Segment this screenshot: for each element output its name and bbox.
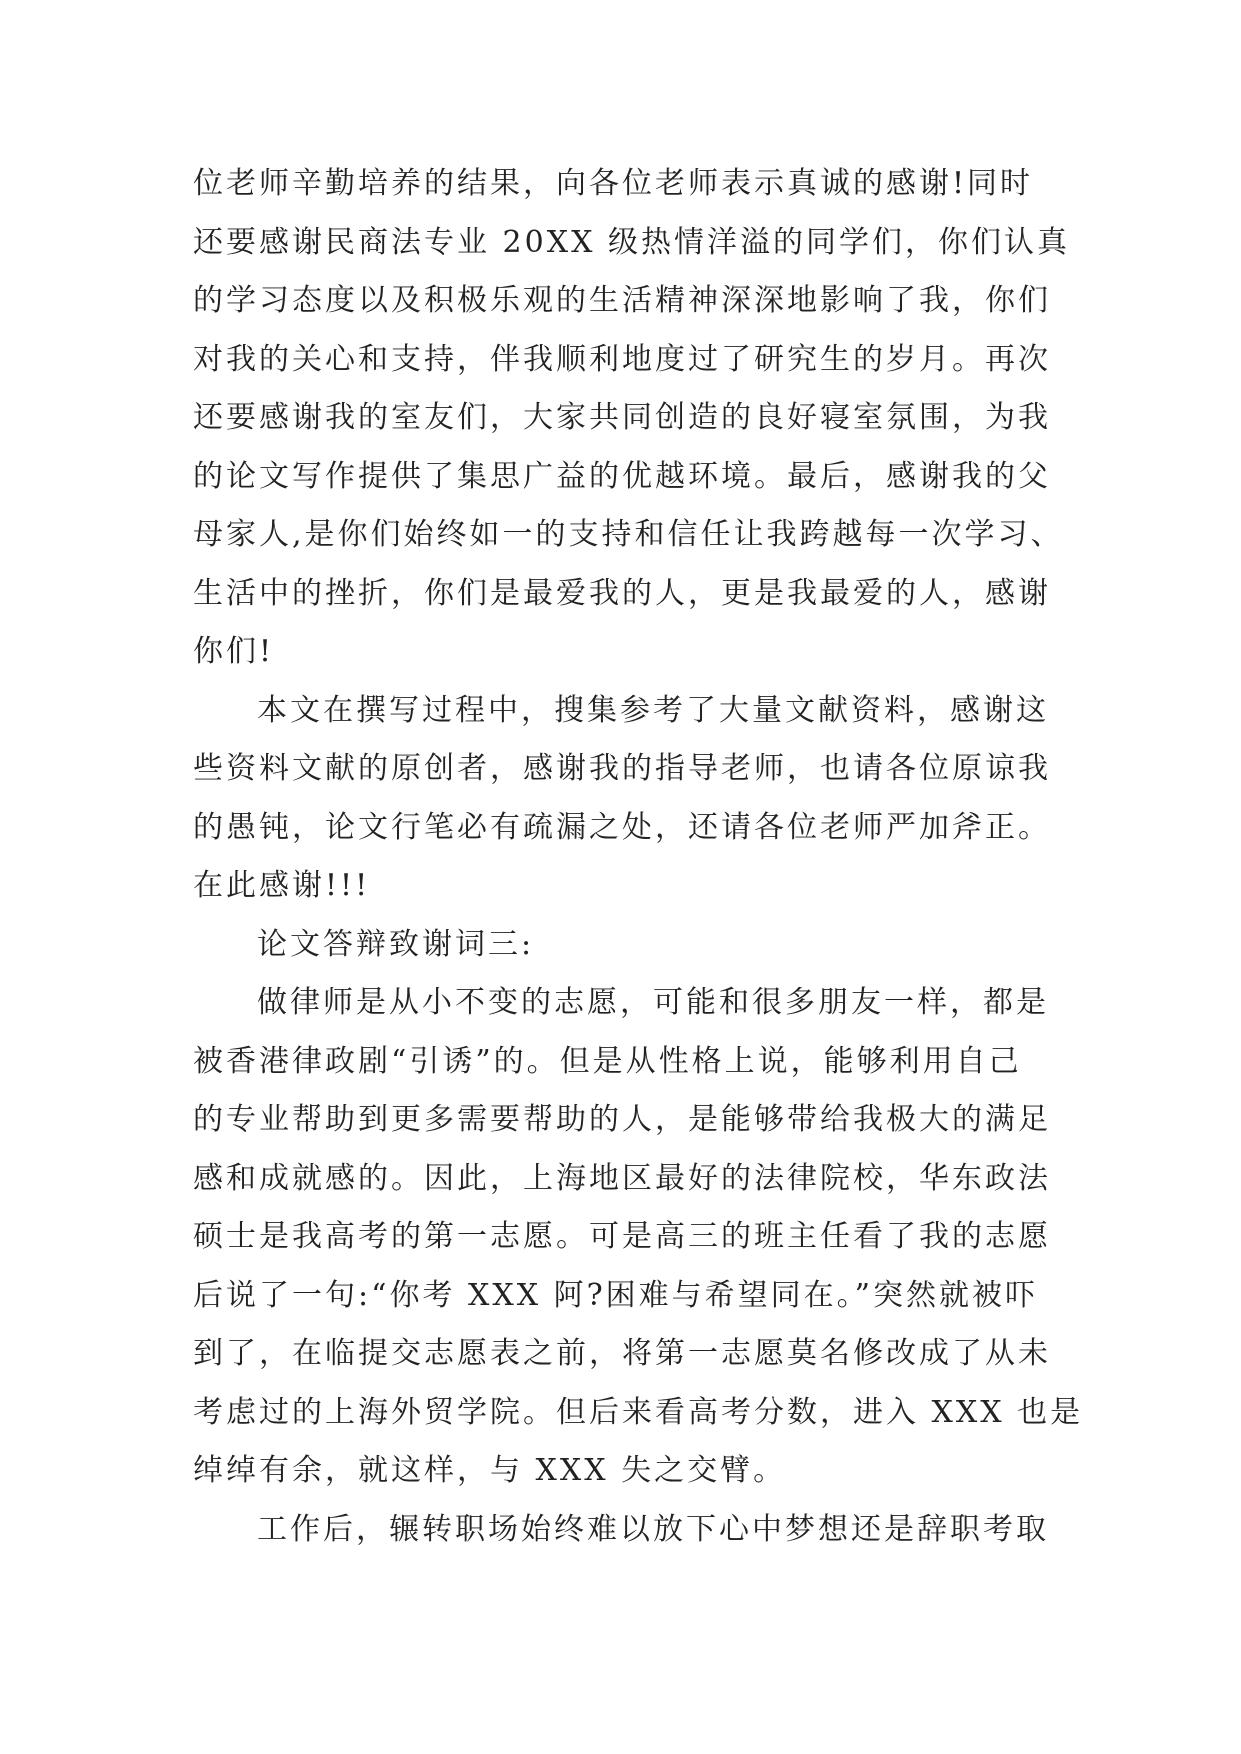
section-heading: 论文答辩致谢词三: (257, 926, 535, 962)
text-line: 的专业帮助到更多需要帮助的人，是能够带给我极大的满足 (193, 1102, 1051, 1137)
text-line: 些资料文献的原创者，感谢我的指导老师，也请各位原谅我 (193, 751, 1051, 786)
text-line: 在此感谢!!! (193, 868, 371, 903)
text-line: 被香港律政剧“引诱”的。但是从性格上说，能够利用自己 (193, 1043, 1022, 1079)
text-line: 后说了一句:“你考 XXX 阿?困难与希望同在。”突然就被吓 (193, 1277, 1039, 1313)
text-line: 硕士是我高考的第一志愿。可是高三的班主任看了我的志愿 (193, 1219, 1051, 1254)
text-line: 位老师辛勤培养的结果，向各位老师表示真诚的感谢!同时 (193, 166, 1034, 201)
text-line: 的论文写作提供了集思广益的优越环境。最后，感谢我的父 (193, 458, 1051, 494)
body-text (193, 155, 1084, 1559)
text-line: 还要感谢我的室友们，大家共同创造的良好寝室氛围，为我 (193, 400, 1051, 435)
paragraph-start-line: 工作后，辗转职场始终难以放下心中梦想还是辞职考取 (257, 1511, 1049, 1547)
text-line: 的学习态度以及积极乐观的生活精神深深地影响了我，你们 (193, 283, 1051, 318)
paragraph-start-line: 做律师是从小不变的志愿，可能和很多朋友一样，都是 (257, 985, 1049, 1020)
text-line: 生活中的挫折，你们是最爱我的人，更是我最爱的人，感谢 (193, 575, 1051, 611)
text-line: 还要感谢民商法专业 20XX 级热情洋溢的同学们，你们认真 (193, 224, 1070, 260)
text-line: 的愚钝，论文行笔必有疏漏之处，还请各位老师严加斧正。 (193, 809, 1051, 845)
text-line: 感和成就感的。因此，上海地区最好的法律院校，华东政法 (193, 1160, 1051, 1196)
text-line: 绰绰有余，就这样，与 XXX 失之交臂。 (193, 1453, 787, 1488)
text-line: 母家人,是你们始终如一的支持和信任让我跨越每一次学习、 (193, 517, 1064, 552)
text-line: 你们! (193, 634, 275, 669)
paragraph-start-line: 本文在撰写过程中，搜集参考了大量文献资料，感谢这 (257, 692, 1049, 728)
text-line: 对我的关心和支持，伴我顺利地度过了研究生的岁月。再次 (193, 341, 1051, 377)
text-line: 考虑过的上海外贸学院。但后来看高考分数，进入 XXX 也是 (193, 1394, 1084, 1430)
text-line: 到了，在临提交志愿表之前，将第一志愿莫名修改成了从未 (193, 1336, 1051, 1371)
